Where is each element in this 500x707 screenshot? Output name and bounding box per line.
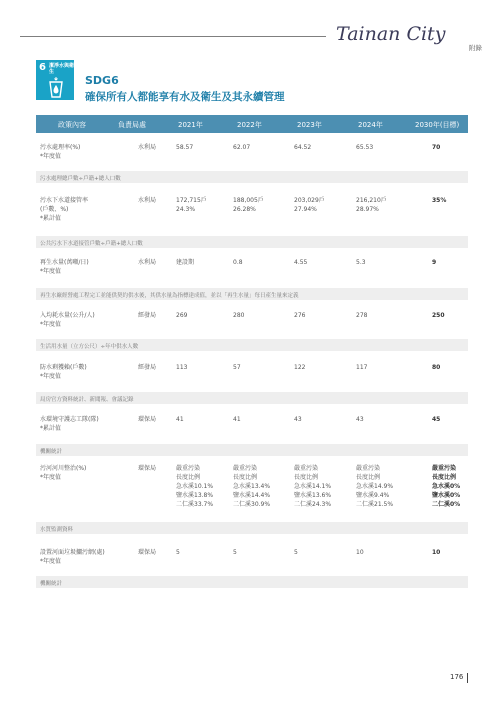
- value-2021-cell-line: 269: [176, 312, 188, 319]
- value-2023-cell-line: 122: [294, 364, 306, 371]
- header-rule: [20, 36, 326, 37]
- value-2022-cell-line: 嚴重污染: [233, 465, 258, 472]
- value-2024-cell: [356, 143, 373, 152]
- policy-cell-line: *年度值: [40, 474, 62, 481]
- value-2022-cell: [233, 258, 243, 267]
- target-2030-cell-line: 70: [432, 144, 441, 151]
- policy-cell: [40, 415, 99, 433]
- target-2030-cell-line: 10: [432, 549, 441, 556]
- target-2030-cell: [432, 548, 440, 557]
- sdg-icon-label: 潔淨水與衛生: [49, 63, 75, 75]
- policy-cell-line: 污水下水道接管率: [40, 197, 89, 204]
- value-2022-cell: [233, 363, 241, 372]
- sdg-icon-number: 6: [39, 62, 46, 73]
- value-2023-cell-line: 27.94%: [294, 206, 317, 213]
- value-2024-cell-line: 長度比例: [356, 474, 381, 481]
- definition-text: 水質監測資料: [40, 527, 74, 533]
- value-2024-cell: [356, 415, 364, 424]
- policy-cell-line: 再生水量(萬噸/日): [40, 259, 89, 266]
- value-2021-cell-line: 建設期: [176, 259, 195, 266]
- column-header: 2023年: [297, 121, 322, 129]
- target-2030-cell: [432, 196, 446, 205]
- page-number-rule: [467, 673, 468, 683]
- value-2024-cell: [356, 464, 393, 509]
- policy-cell-line: 入均耗水量(公升/人): [40, 312, 95, 319]
- value-2021-cell: [176, 143, 193, 152]
- target-2030-cell: [432, 363, 440, 372]
- value-2024-cell: [356, 196, 387, 214]
- value-2021-cell-line: 二仁溪33.7%: [176, 501, 214, 508]
- policy-cell: [40, 311, 95, 329]
- policy-cell-line: 污河河川整治(%): [40, 465, 87, 472]
- value-2022-cell: [233, 311, 244, 320]
- value-2024-cell-line: 5.3: [356, 259, 366, 266]
- value-2022-cell-line: 280: [233, 312, 245, 319]
- value-2021-cell: [176, 311, 187, 320]
- logo-word-tainan: Tainan City: [336, 23, 446, 45]
- dept-cell-line: 經發局: [138, 312, 157, 319]
- value-2024-cell-line: 117: [356, 364, 368, 371]
- value-2021-cell: [176, 464, 213, 509]
- value-2023-cell-line: 64.52: [294, 144, 312, 151]
- value-2024-cell-line: 216,210戶: [356, 197, 387, 204]
- policy-cell-line: *年度值: [40, 153, 62, 160]
- value-2024-cell-line: 65.53: [356, 144, 374, 151]
- target-2030-cell-line: 嚴重污染: [432, 465, 457, 472]
- target-2030-cell-line: 長度比例: [432, 474, 457, 481]
- value-2022-cell-line: 鹽水溪14.4%: [233, 492, 271, 499]
- value-2023-cell-line: 276: [294, 312, 306, 319]
- value-2022-cell-line: 0.8: [233, 259, 243, 266]
- target-2030-cell: [432, 415, 440, 424]
- target-2030-cell: [432, 464, 460, 509]
- value-2023-cell-line: 4.55: [294, 259, 308, 266]
- value-2021-cell: [176, 196, 207, 214]
- sdg-code: SDG6: [85, 74, 119, 87]
- value-2023-cell: [294, 258, 307, 267]
- policy-cell-line: *年度值: [40, 268, 62, 275]
- policy-cell-line: *累計值: [40, 215, 62, 222]
- target-2030-cell-line: 35%: [432, 197, 447, 204]
- dept-cell-line: 環保局: [138, 416, 157, 423]
- value-2023-cell-line: 鹽水溪13.6%: [294, 492, 332, 499]
- value-2022-cell: [233, 548, 237, 557]
- value-2021-cell-line: 113: [176, 364, 188, 371]
- policy-cell-line: *年度值: [40, 373, 62, 380]
- policy-cell: [40, 363, 87, 381]
- policy-cell: [40, 258, 89, 276]
- value-2023-cell: [294, 548, 298, 557]
- dept-cell: [138, 363, 156, 372]
- value-2022-cell-line: 長度比例: [233, 474, 258, 481]
- column-header: 負責局處: [118, 121, 146, 129]
- policy-cell-line: 防水剩獲賴(戶數): [40, 364, 87, 371]
- value-2021-cell-line: 急水溪10.1%: [176, 483, 214, 490]
- definition-text: 生活用水量（立方公尺）÷年中供水人數: [40, 344, 139, 350]
- target-2030-cell-line: 9: [432, 259, 437, 266]
- target-2030-cell: [432, 258, 436, 267]
- policy-cell-line: *年度值: [40, 558, 62, 565]
- value-2022-cell-line: 57: [233, 364, 241, 371]
- value-2021-cell-line: 鹽水溪13.8%: [176, 492, 214, 499]
- value-2024-cell-line: 278: [356, 312, 368, 319]
- dept-cell: [138, 258, 156, 267]
- value-2024-cell: [356, 311, 367, 320]
- target-2030-cell-line: 急水溪0%: [432, 483, 461, 490]
- sdg-title: 確保所有人都能享有水及衛生及其永續管理: [85, 91, 285, 103]
- value-2021-cell: [176, 258, 194, 267]
- target-2030-cell-line: 80: [432, 364, 441, 371]
- value-2022-cell-line: 急水溪13.4%: [233, 483, 271, 490]
- definition-text: 污水處理總戶數÷戶籍+總人口數: [40, 176, 121, 182]
- value-2023-cell-line: 二仁溪24.3%: [294, 501, 332, 508]
- value-2022-cell-line: 26.28%: [233, 206, 256, 213]
- dept-cell-line: 環保局: [138, 549, 157, 556]
- value-2023-cell-line: 43: [294, 416, 302, 423]
- column-header: 2030年(目標): [415, 121, 460, 129]
- target-2030-cell-line: 二仁溪0%: [432, 501, 461, 508]
- value-2024-cell-line: 鹽水溪9.4%: [356, 492, 390, 499]
- appendix-label: 附錄: [469, 44, 482, 52]
- policy-cell-line: *年度值: [40, 321, 62, 328]
- dept-cell: [138, 196, 156, 205]
- definition-text: 機關統計: [40, 449, 63, 455]
- value-2021-cell: [176, 363, 187, 372]
- value-2022-cell: [233, 143, 250, 152]
- value-2023-cell-line: 嚴重污染: [294, 465, 319, 472]
- column-header: 2024年: [358, 121, 383, 129]
- value-2023-cell: [294, 196, 325, 214]
- value-2021-cell-line: 嚴重污染: [176, 465, 201, 472]
- value-2023-cell-line: 急水溪14.1%: [294, 483, 332, 490]
- definition-text: 再生水廠經營處工程完工並能供契約供水後，其供水量為指標達成值，並以「再生水量」每日產生量來定義: [40, 293, 299, 299]
- value-2024-cell: [356, 363, 367, 372]
- dept-cell-line: 水利局: [138, 259, 157, 266]
- value-2023-cell: [294, 464, 331, 509]
- value-2022-cell-line: 5: [233, 549, 237, 556]
- dept-cell-line: 經發局: [138, 364, 157, 371]
- value-2021-cell-line: 58.57: [176, 144, 194, 151]
- value-2022-cell-line: 62.07: [233, 144, 251, 151]
- column-header: 2021年: [178, 121, 203, 129]
- value-2023-cell: [294, 311, 305, 320]
- page-number: 176: [450, 673, 464, 681]
- policy-cell: [40, 548, 105, 566]
- water-glass-icon: [48, 76, 64, 98]
- dept-cell-line: 環保局: [138, 465, 157, 472]
- value-2024-cell-line: 急水溪14.9%: [356, 483, 394, 490]
- target-2030-cell-line: 250: [432, 312, 445, 319]
- target-2030-cell: [432, 311, 445, 320]
- definition-row: [36, 522, 468, 534]
- value-2024-cell-line: 43: [356, 416, 364, 423]
- dept-cell-line: 水利局: [138, 197, 157, 204]
- value-2023-cell-line: 長度比例: [294, 474, 319, 481]
- value-2024-cell-line: 嚴重污染: [356, 465, 381, 472]
- value-2024-cell-line: 二仁溪21.5%: [356, 501, 394, 508]
- policy-cell: [40, 196, 88, 223]
- column-header: 2022年: [237, 121, 262, 129]
- definition-text: 公共污水下水道接管戶數÷戶籍+總人口數: [40, 241, 143, 247]
- value-2023-cell: [294, 415, 302, 424]
- dept-cell: [138, 464, 156, 473]
- value-2021-cell: [176, 415, 184, 424]
- target-2030-cell-line: 45: [432, 416, 441, 423]
- value-2024-cell-line: 28.97%: [356, 206, 379, 213]
- policy-cell-line: 水環境守護志工隊(隊): [40, 416, 99, 423]
- dept-cell: [138, 415, 156, 424]
- value-2023-cell: [294, 363, 305, 372]
- value-2023-cell-line: 203,029戶: [294, 197, 325, 204]
- value-2021-cell-line: 24.3%: [176, 206, 196, 213]
- value-2021-cell: [176, 548, 180, 557]
- value-2021-cell-line: 172,715戶: [176, 197, 207, 204]
- definition-text: 機關統計: [40, 581, 63, 587]
- value-2021-cell-line: 41: [176, 416, 184, 423]
- value-2024-cell: [356, 258, 366, 267]
- policy-cell-line: (戶數、%): [40, 206, 69, 213]
- value-2022-cell-line: 188,005戶: [233, 197, 264, 204]
- value-2024-cell-line: 10: [356, 549, 364, 556]
- definition-row: [36, 576, 468, 588]
- value-2022-cell: [233, 196, 264, 214]
- dept-cell: [138, 311, 156, 320]
- value-2022-cell: [233, 415, 241, 424]
- value-2021-cell-line: 5: [176, 549, 180, 556]
- dept-cell: [138, 548, 156, 557]
- policy-cell: [40, 464, 86, 482]
- target-2030-cell: [432, 143, 440, 152]
- value-2023-cell-line: 5: [294, 549, 298, 556]
- value-2022-cell-line: 二仁溪30.9%: [233, 501, 271, 508]
- value-2023-cell: [294, 143, 311, 152]
- value-2022-cell: [233, 464, 270, 509]
- dept-cell: [138, 143, 156, 152]
- policy-cell-line: 污水處理率(%): [40, 144, 81, 151]
- definition-row: [36, 444, 468, 456]
- value-2024-cell: [356, 548, 364, 557]
- sdg6-icon: [36, 60, 74, 100]
- target-2030-cell-line: 鹽水溪0%: [432, 492, 461, 499]
- value-2021-cell-line: 長度比例: [176, 474, 201, 481]
- column-header: 政策內容: [58, 121, 86, 129]
- tainan-city-logo: [334, 14, 466, 50]
- definition-text: 局房官方資料統計、新聞報、會議記錄: [40, 397, 134, 403]
- dept-cell-line: 水利局: [138, 144, 157, 151]
- policy-cell-line: 設置河面垃圾攔污網(處): [40, 549, 105, 556]
- policy-cell-line: *累計值: [40, 425, 62, 432]
- value-2022-cell-line: 41: [233, 416, 241, 423]
- policy-cell: [40, 143, 80, 161]
